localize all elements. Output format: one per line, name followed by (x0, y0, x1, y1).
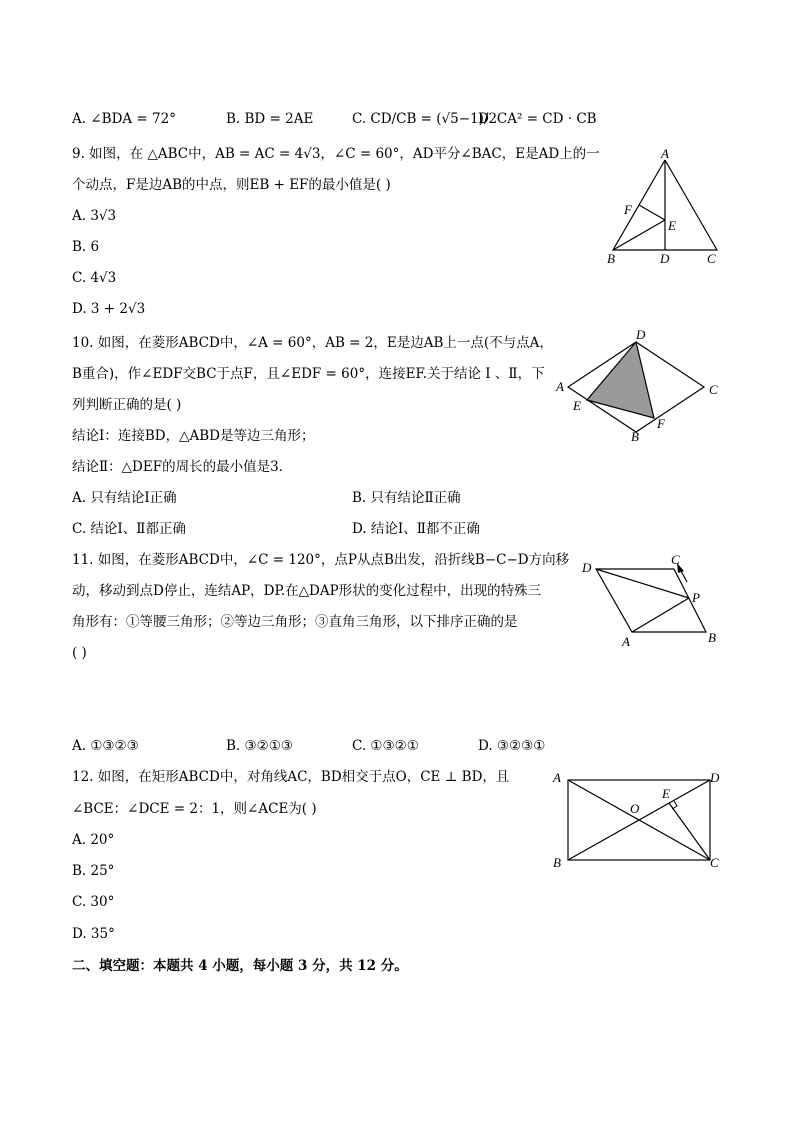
q10-option-d: D. 结论Ⅰ、Ⅱ都不正确 (352, 521, 480, 537)
q10-label-a: A (556, 379, 564, 394)
q8-option-d: D. CA² = CD · CB (478, 111, 597, 127)
q10-label-b: B (631, 429, 639, 444)
q9-option-d: D. 3 + 2√3 (72, 301, 146, 317)
q10-label-c: C (709, 382, 718, 397)
q12-label-e: E (662, 786, 670, 801)
q11-stem-line2: 动，移动到点D停止，连结AP，DP.在△DAP形状的变化过程中，出现的特殊三 (72, 583, 542, 599)
q10-conclusion-2: 结论Ⅱ：△DEF的周长的最小值是3． (72, 459, 293, 475)
q11-label-d: D (582, 560, 592, 575)
q9-label-a: A (661, 146, 669, 161)
q12-option-b: B. 25° (72, 863, 115, 879)
q12-label-b: B (553, 855, 561, 870)
q12-label-c: C (710, 855, 719, 870)
q10-label-e: E (573, 398, 581, 413)
q11-option-a: A. ①③②③ (72, 738, 139, 754)
q10-stem-line3: 列判断正确的是( ) (72, 397, 182, 413)
q12-option-c: C. 30° (72, 894, 115, 910)
q9-option-b: B. 6 (72, 239, 100, 255)
q11-stem-line3: 角形有：①等腰三角形；②等边三角形；③直角三角形，以下排序正确的是 (72, 614, 518, 630)
q9-label-b: B (607, 251, 615, 266)
q12-stem-line2: ∠BCE：∠DCE = 2：1，则∠ACE为( ) (72, 801, 317, 817)
q12-figure (548, 765, 728, 875)
q9-label-c: C (707, 251, 716, 266)
q12-label-o: O (630, 801, 640, 816)
q11-option-c: C. ①③②① (352, 738, 419, 754)
q11-label-b: B (708, 630, 716, 645)
q11-stem-line4: ( ) (72, 645, 87, 661)
q10-label-f: F (657, 416, 665, 431)
q11-option-b: B. ③②①③ (226, 738, 293, 754)
q10-option-a: A. 只有结论Ⅰ正确 (72, 490, 177, 506)
q9-option-c: C. 4√3 (72, 270, 117, 286)
q12-label-d: D (710, 770, 720, 785)
section-heading-fill-in: 二、填空题：本题共 4 小题，每小题 3 分，共 12 分。 (72, 958, 408, 974)
q10-label-d: D (636, 328, 646, 342)
q10-stem-line2: B重合)，作∠EDF交BC于点F，且∠EDF = 60°，连接EF.关于结论 Ⅰ 、Ⅱ，下 (72, 366, 545, 382)
q8-option-a: A. ∠BDA = 72° (72, 111, 176, 127)
q9-stem-line1: 9. 如图，在 △ABC中，AB = AC = 4√3，∠C = 60°，AD平分∠BAC，E是AD上的一 (72, 146, 600, 162)
q9-option-a: A. 3√3 (72, 208, 117, 224)
q10-option-b: B. 只有结论Ⅱ正确 (352, 490, 461, 506)
q9-label-d: D (660, 251, 670, 266)
q11-stem-line1: 11. 如图，在菱形ABCD中，∠C = 120°，点P从点B出发，沿折线B−C−D方向移 (72, 552, 570, 568)
q9-label-f: F (624, 202, 632, 217)
q9-figure (600, 146, 730, 270)
q11-option-d: D. ③②③① (478, 738, 546, 754)
q11-figure (576, 550, 726, 650)
q12-option-a: A. 20° (72, 832, 115, 848)
q10-figure (548, 328, 726, 448)
q10-conclusion-1: 结论Ⅰ：连接BD，△ABD是等边三角形； (72, 428, 315, 444)
q10-option-c: C. 结论Ⅰ、Ⅱ都正确 (72, 521, 186, 537)
q8-option-b: B. BD = 2AE (226, 111, 314, 127)
q8-option-c: C. CD/CB = (√5−1)/2 (352, 111, 498, 127)
q9-stem-line2: 个动点，F是边AB的中点，则EB + EF的最小值是( ) (72, 177, 391, 193)
q10-stem-line1: 10. 如图，在菱形ABCD中，∠A = 60°，AB = 2，E是边AB上一点(不与点A， (72, 335, 553, 351)
q11-label-c: C (671, 552, 680, 567)
q12-option-d: D. 35° (72, 926, 115, 942)
q12-label-a: A (553, 770, 561, 785)
q11-label-p: P (692, 590, 700, 605)
q9-label-e: E (668, 218, 676, 233)
q12-stem-line1: 12. 如图，在矩形ABCD中，对角线AC，BD相交于点O，CE ⊥ BD，且 (72, 769, 510, 785)
q11-label-a: A (622, 634, 630, 649)
